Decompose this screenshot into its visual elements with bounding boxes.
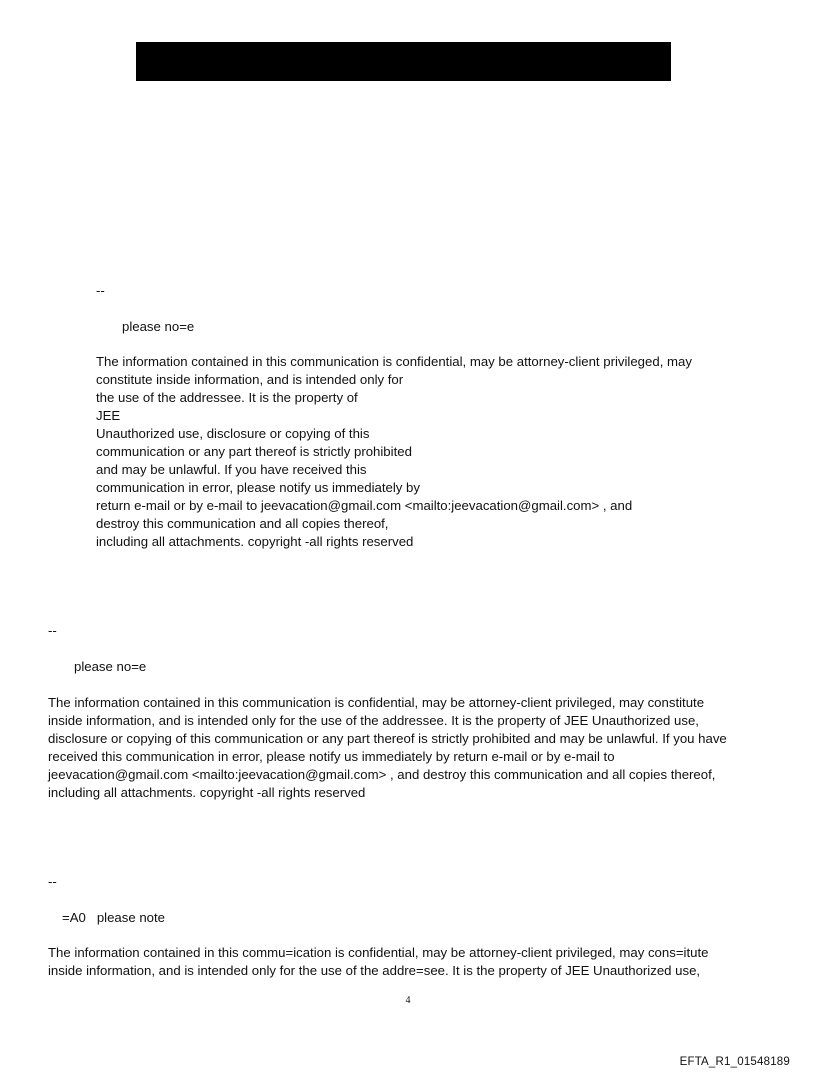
block2-line: The information contained in this communication is confidential, may be attorney-client privileged, may constitute xyxy=(48,695,705,710)
bates-number: EFTA_R1_01548189 xyxy=(679,1056,790,1068)
block2-line: including all attachments. copyright -all rights reserved xyxy=(48,785,366,800)
block3-note: =A0 please note xyxy=(62,910,166,925)
block2-note: please no=e xyxy=(74,659,147,674)
block1-note: please no=e xyxy=(122,319,195,334)
block1-line: and may be unlawful. If you have received this xyxy=(96,462,367,477)
block3-line: The information contained in this commu=ication is confidential, may be attorney-client privileged, may cons=itute xyxy=(48,945,709,960)
block3-separator: -- xyxy=(48,874,57,889)
block1-separator: -- xyxy=(96,283,105,298)
block1-line: The information contained in this communication is confidential, may be attorney-client privileged, may xyxy=(96,354,692,369)
block2-line: disclosure or copying of this communication or any part thereof is strictly prohibited and may be unlawful. If you have xyxy=(48,731,727,746)
block1-disclaimer xyxy=(96,353,692,551)
block3-disclaimer xyxy=(48,944,708,980)
block1-line: constitute inside information, and is intended only for xyxy=(96,372,404,387)
block2-line: jeevacation@gmail.com <mailto:jeevacation@gmail.com> , and destroy this communication and all copies thereof, xyxy=(48,767,716,782)
redaction-bar xyxy=(136,42,671,81)
block1-line: communication or any part thereof is strictly prohibited xyxy=(96,444,412,459)
block2-disclaimer xyxy=(48,694,727,802)
block3-line: inside information, and is intended only for the use of the addre=see. It is the property of JEE Unauthorized use, xyxy=(48,963,701,978)
block1-line: JEE xyxy=(96,408,121,423)
block1-line: including all attachments. copyright -all rights reserved xyxy=(96,534,414,549)
block2-line: received this communication in error, please notify us immediately by return e-mail or by e-mail to xyxy=(48,749,615,764)
block1-line: Unauthorized use, disclosure or copying of this xyxy=(96,426,370,441)
block1-line: the use of the addressee. It is the property of xyxy=(96,390,358,405)
page-number: 4 xyxy=(405,995,411,1006)
block2-separator: -- xyxy=(48,623,57,638)
block1-line: return e-mail or by e-mail to jeevacation@gmail.com <mailto:jeevacation@gmail.com> , and xyxy=(96,498,633,513)
block2-line: inside information, and is intended only for the use of the addressee. It is the property of JEE Unauthorized use, xyxy=(48,713,699,728)
block1-line: communication in error, please notify us immediately by xyxy=(96,480,420,495)
block1-line: destroy this communication and all copies thereof, xyxy=(96,516,389,531)
